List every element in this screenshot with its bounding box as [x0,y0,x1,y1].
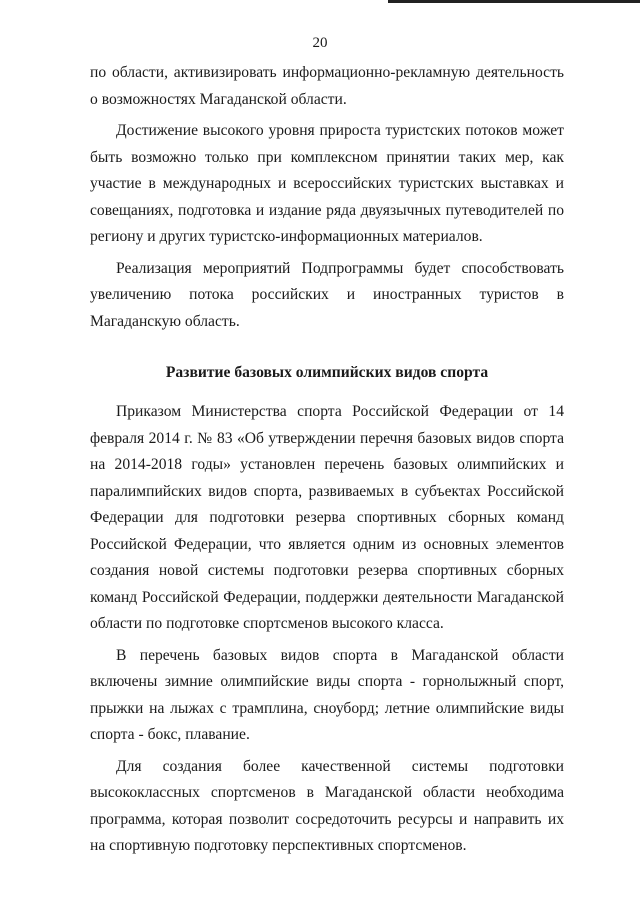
top-border-line [388,0,640,3]
section-heading: Развитие базовых олимпийских видов спорта [165,364,489,381]
paragraph-sports-list: В перечень базовых видов спорта в Магаданской области включены зимние олимпийские виды спорта - горнолыжный спорт, прыжки на лыжах с трамплина, сноуборд; летние олимпийские виды спорта - бокс, плавание. [90,646,564,743]
paragraph-ministry-order: Приказом Министерства спорта Российской Федерации от 14 февраля 2014 г. № 83 «Об утверждении перечня базовых видов спорта на 2014-2018 годы» установлен перечень базовых олимпийских и паралимпийских видов спорта, развиваемых в субъектах Российской Федерации для подготовки резерва спортивных сборных команд Российской Федерации, что является одним из основных элементов создания новой системы подготовки резерва спортивных сборных команд Российской Федерации, поддержки деятельности Магаданской области по подготовке спортсменов высокого класса. [90,403,564,632]
paragraph-tourist-flow: Достижение высокого уровня прироста туристских потоков может быть возможно только при комплексном принятии таких мер, как участие в международных и всероссийских туристских выставках и совещаниях, подготовка и издание ряда двуязычных путеводителей по региону и других туристско-информационных материалов. [90,122,564,245]
paragraph-program-need: Для создания более качественной системы подготовки высококлассных спортсменов в Магаданской области необходима программа, которая позволит сосредоточить ресурсы и направить их на спортивную подготовку перспективных спортсменов. [90,757,564,854]
document-page [90,60,564,860]
page-number: 20 [312,35,328,51]
paragraph-promotion: по области, активизировать информационно-рекламную деятельность о возможностях Магаданской области. [90,64,564,108]
paragraph-subprogram: Реализация мероприятий Подпрограммы будет способствовать увеличению потока российских и иностранных туристов в Магаданскую область. [90,259,564,330]
